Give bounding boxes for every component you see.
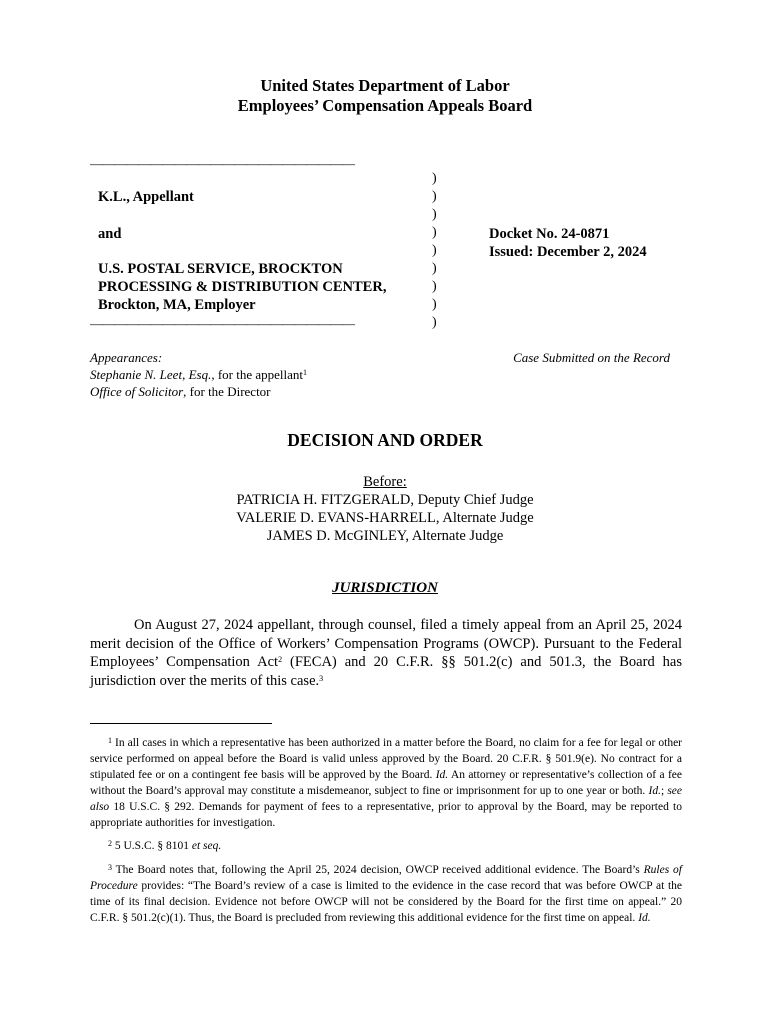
paren: ) <box>432 225 437 240</box>
judge-3: JAMES D. McGINLEY, Alternate Judge <box>266 528 504 544</box>
footnote-number-1: 1 <box>108 736 112 745</box>
paren: ) <box>432 315 437 330</box>
judge-2: VALERIE D. EVANS-HARRELL, Alternate Judge <box>236 510 534 526</box>
jurisdiction-paragraph: On August 27, 2024 appellant, through counsel, filed a timely appeal from an April 25, 2024 merit decision of the Office of Workers’ Compensation Programs (OWCP). Pursuant to the Federal Employees’ Compensation Act$^2$ (FECA) and 20 C.F.R. §§ 501.2(c) and 501.3, the Board has jurisdiction over the merits of this case.$^3$ <box>90 617 682 689</box>
director-rep-role: , for the Director <box>183 384 271 399</box>
employer-line-2: PROCESSING & DISTRIBUTION CENTER, <box>98 279 387 295</box>
jurisdiction-heading: JURISDICTION <box>332 580 438 596</box>
caption-and: and <box>98 226 122 242</box>
paren: ) <box>432 189 437 204</box>
footnote-ref-2[interactable]: 2 <box>278 655 283 664</box>
paren: ) <box>432 261 437 276</box>
employer-block <box>98 260 386 314</box>
board-name: Employees’ Compensation Appeals Board <box>237 96 533 115</box>
director-rep-name: Office of Solicitor <box>90 384 184 399</box>
agency-name: United States Department of Labor <box>260 76 510 95</box>
agency-header <box>0 76 770 116</box>
footnote-ref-1[interactable]: 1 <box>303 368 308 377</box>
footnote-2: $^2$ 5 U.S.C. § 8101 et seq. <box>108 839 222 852</box>
footnote-separator <box>90 723 272 724</box>
appellant-rep-name: Stephanie N. Leet, Esq. <box>90 367 212 382</box>
footnote-1: $^1$ In all cases in which a representative has been authorized in a matter before the Board, no claim for a fee for legal or other service performed on appeal before the Board is valid unless approved by the Board. 20 C.F.R. § 501.9(e). No contract for a stipulated fee or on a contingent fee basis will be approved by the Board. Id. An attorney or representative’s collection of a fee without the Board’s approval may constitute a misdemeanor, subject to fine or imprisonment for up to one year or both. Id.; see also 18 U.S.C. § 292. Demands for payment of fees to a representative, prior to approval by the Board, may be reported to appropriate authorities for investigation. <box>90 736 682 829</box>
footnote-3: $^3$ The Board notes that, following the April 25, 2024 decision, OWCP received additional evidence. The Board’s Rules of Procedure provides: “The Board’s review of a case is limited to the evidence in the case record that was before OWCP at the time of its final decision. Evidence not before OWCP will not be considered by the Board for the first time on appeal.” 20 C.F.R. § 501.2(c)(1). Thus, the Board is precluded from reviewing this additional evidence for the first time on appeal. Id. <box>90 863 682 924</box>
paren: ) <box>432 279 437 294</box>
decision-title: DECISION AND ORDER <box>287 430 483 450</box>
employer-line-3: Brockton, MA, Employer <box>98 297 256 313</box>
footnote-number-2: 2 <box>108 839 112 848</box>
director-representative <box>90 383 307 400</box>
paren: ) <box>432 297 437 312</box>
footnote-number-3: 3 <box>108 863 112 872</box>
footnote-ref-3[interactable]: 3 <box>319 673 324 683</box>
issued-date: Issued: December 2, 2024 <box>489 244 647 260</box>
docket-block <box>489 225 647 261</box>
paren: ) <box>432 171 437 186</box>
docket-number: Docket No. 24-0871 <box>489 226 610 242</box>
before-label: Before: <box>363 474 407 490</box>
appellant-name: K.L., Appellant <box>98 189 194 205</box>
caption-parentheses <box>432 170 437 332</box>
appearances-heading: Appearances: <box>90 350 163 365</box>
judges-panel <box>0 473 770 545</box>
caption-top-rule: —————————————————————— <box>90 156 354 171</box>
judge-1: PATRICIA H. FITZGERALD, Deputy Chief Judge <box>236 492 534 508</box>
case-submitted-note: Case Submitted on the Record <box>513 350 670 365</box>
employer-line-1: U.S. POSTAL SERVICE, BROCKTON <box>98 261 343 277</box>
appellant-rep-role: , for the appellant <box>211 367 304 382</box>
appearances-block <box>90 349 307 400</box>
paren: ) <box>432 207 437 222</box>
appellant-representative <box>90 366 307 383</box>
caption-bottom-rule: —————————————————————— <box>90 316 354 331</box>
paren: ) <box>432 243 437 258</box>
